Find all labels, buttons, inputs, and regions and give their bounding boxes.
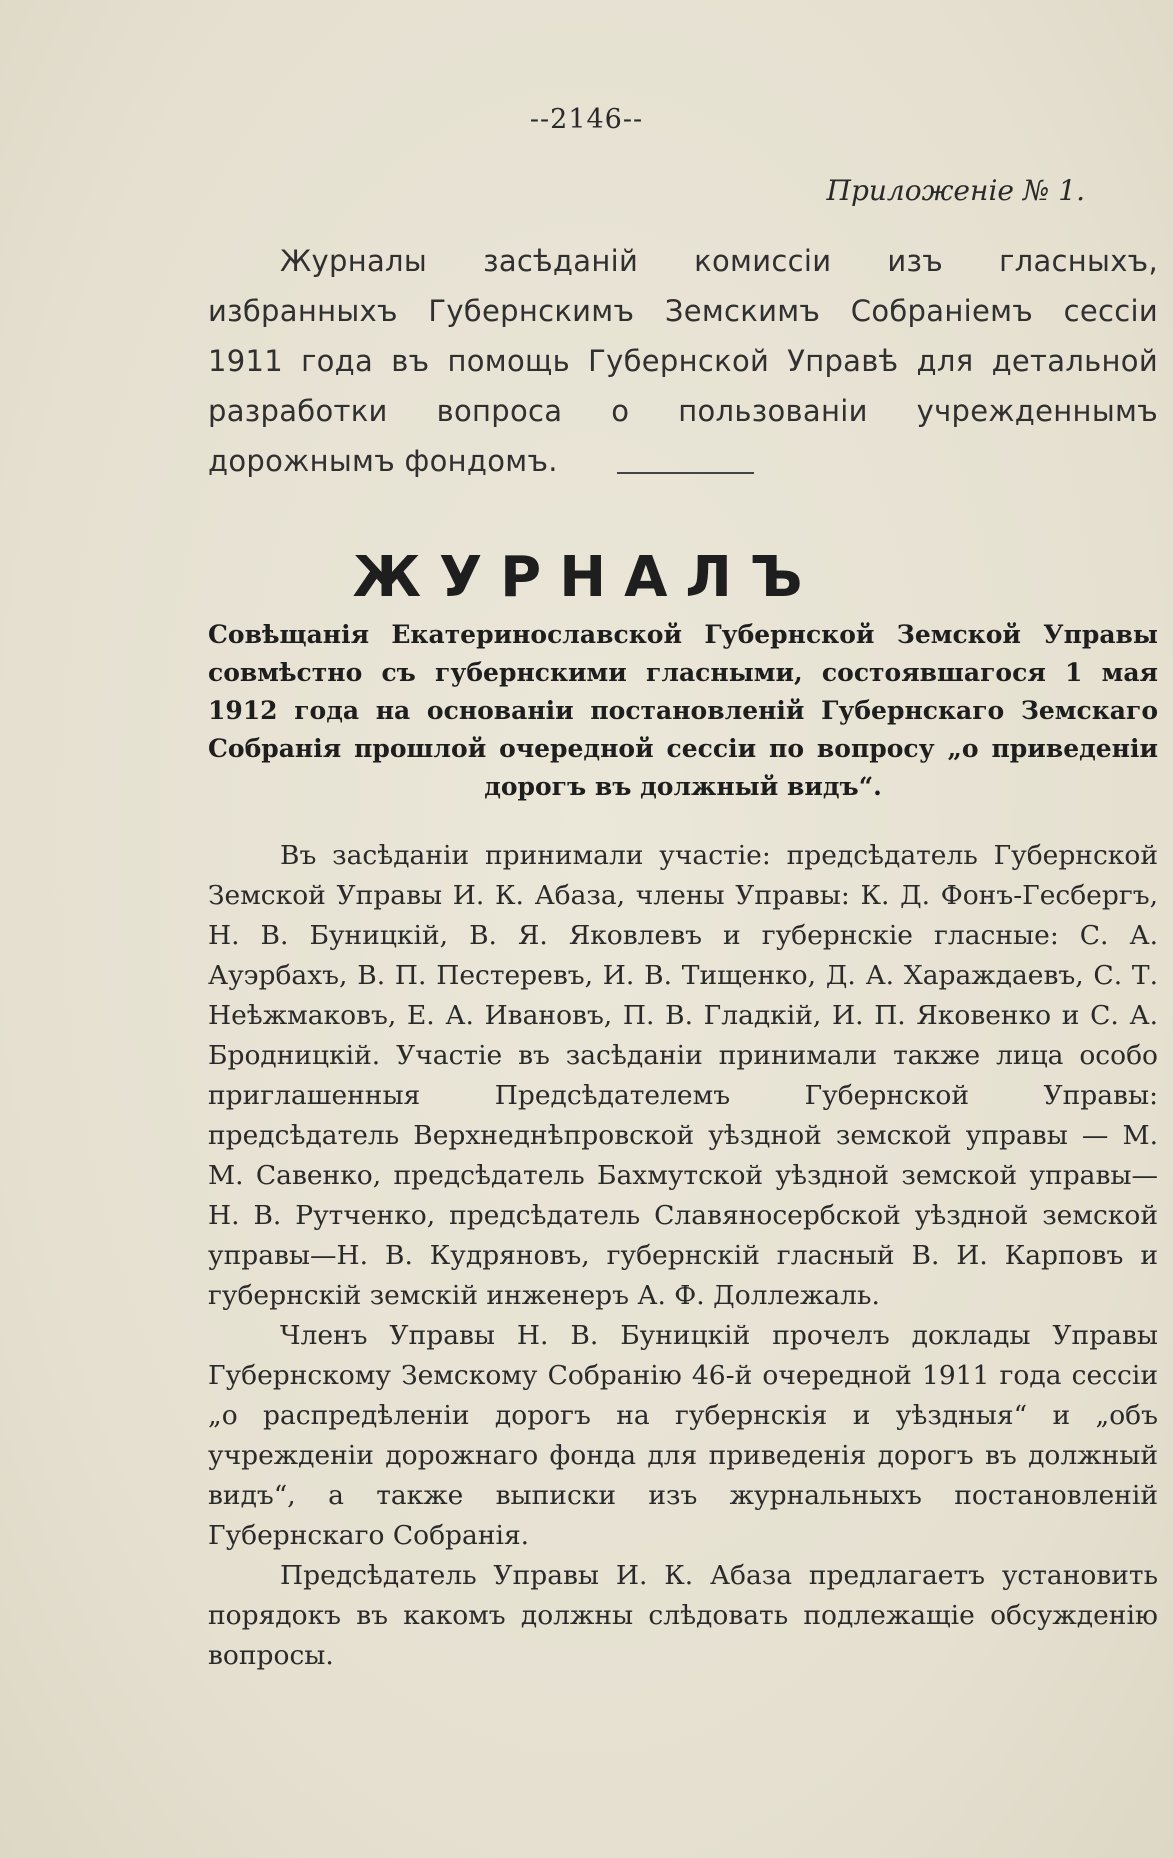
- body-paragraph-participants: Въ засѣданiи принимали участiе: предсѣдатель Губернской Земской Управы И. К. Абаза, члены Управы: К. Д. Фонъ-Гесбергъ, Н. В. Буницкiй, В. Я. Яковлевъ и губернскiе гласные: С. А. Ауэрбахъ, В. П. Пестеревъ, И. В. Тищенко, Д. А. Хараждаевъ, С. Т. Неѣжмаковъ, Е. А. Ивановъ, П. В. Гладкiй, И. П. Яковенко и С. А. Бродницкiй. Участiе въ засѣданiи принимали также лица особо приглашенныя Предсѣдателемъ Губернской Управы: предсѣдатель Верхнеднѣпровской уѣздной земской управы — М. М. Савенко, предсѣдатель Бахмутской уѣздной земской управы— Н. В. Рутченко, предсѣдатель Славяносербской уѣздной земской управы—Н. В. Кудряновъ, губернскiй гласный В. И. Карповъ и губернскiй земскiй инженеръ А. Ф. Доллежаль.: [208, 840, 1158, 1311]
- appendix-label: Приложенiе № 1.: [826, 174, 1085, 207]
- journal-title: ЖУРНАЛЪ: [352, 545, 821, 610]
- section-divider: [617, 472, 754, 474]
- intro-paragraph: Журналы засѣданiй комиссiи изъ гласныхъ, избранныхъ Губернскимъ Земскимъ Собранiемъ сессiи 1911 года въ помощь Губернской Управѣ для детальной разработки вопроса о пользованiи учрежденнымъ дорожнымъ фондомъ.: [208, 244, 1158, 478]
- page-number: --2146--: [529, 104, 644, 135]
- journal-heading: Совѣщанiя Екатеринославской Губернской Земской Управы совмѣстно съ губернскими гласными, состоявшагося 1 мая 1912 года на основанiи постановленiй Губернскаго Земскаго Собранiя прошлой очередной сессiи по вопросу „о приведенiи дорогъ въ должный видъ“.: [208, 620, 1158, 801]
- body-paragraph-reports: Членъ Управы Н. В. Буницкiй прочелъ доклады Управы Губернскому Земскому Собранiю 46-й очередной 1911 года сессiи „о распредѣленiи дорогъ на губернскiя и уѣздныя“ и „объ учрежденiи дорожнаго фонда для приведенiя дорогъ въ должный видъ“, а также выписки изъ журнальныхъ постановленiй Губернскаго Собранiя.: [208, 1320, 1158, 1551]
- body-paragraph-proposal: Предсѣдатель Управы И. К. Абаза предлагаетъ установить порядокъ въ какомъ должны слѣдовать подлежащiе обсужденiю вопросы.: [208, 1560, 1158, 1671]
- body-text: [208, 836, 1158, 1676]
